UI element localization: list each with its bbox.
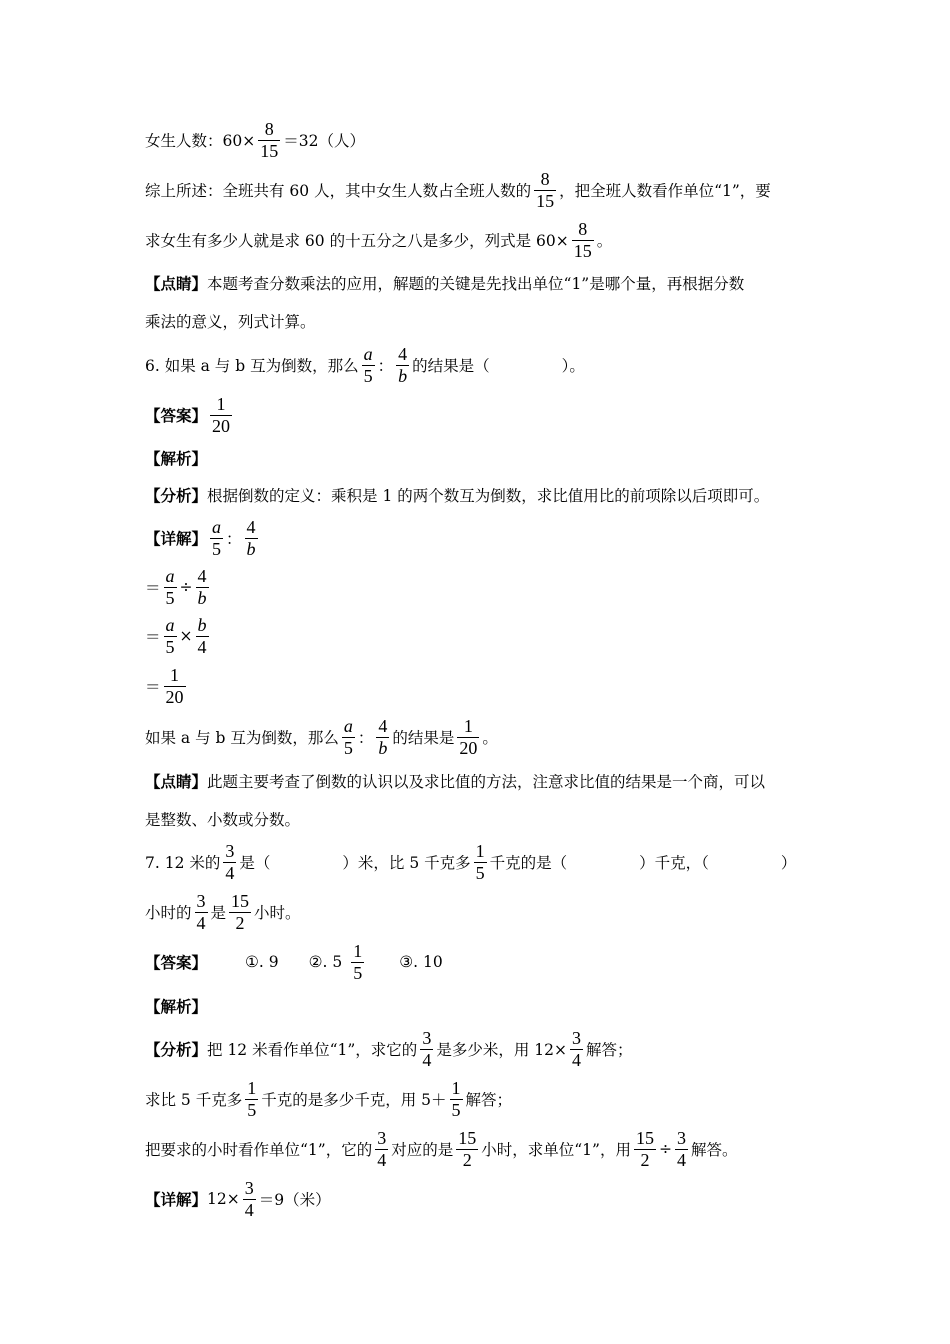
question-number: 6. 如果 a 与 b 互为倒数，那么 [145, 357, 359, 375]
fraction: $\frac{8}{15}$ [260, 118, 279, 161]
summary-line-2 [145, 216, 612, 264]
answer-3: ③. 10 [399, 953, 443, 971]
text: ） [780, 854, 797, 872]
answer-2: ②. 5 [308, 953, 343, 971]
fraction-4-b: $\frac{4}{b}$ [398, 343, 408, 386]
fraction: $\frac{3}{4}$ [225, 840, 235, 883]
q6-detail-line-1 [145, 514, 261, 562]
point-tag: 【点睛】 [145, 274, 208, 293]
q7-fenxi-line-3 [145, 1125, 737, 1173]
fraction: $\frac{1}{20}$ [165, 664, 184, 707]
fenxi-tag: 【分析】 [145, 486, 208, 505]
text: 综上所述：全班共有 60 人，其中女生人数占全班人数的 [145, 182, 532, 200]
text: 。 [596, 232, 613, 250]
summary-line-1 [145, 166, 771, 214]
text: 是多少米，用 12× [436, 1041, 567, 1059]
text: 乘法的意义，列式计算。 [145, 313, 316, 331]
fraction: $\frac{1}{5}$ [451, 1077, 461, 1120]
text: 此题主要考查了倒数的认识以及求比值的方法，注意求比值的结果是一个商，可以 [207, 773, 766, 791]
fraction: $\frac{4}{b}$ [246, 516, 256, 559]
text: 女生人数：60× [145, 132, 256, 150]
ratio-colon: ： [226, 530, 242, 548]
fraction: $\frac{3}{4}$ [571, 1027, 581, 1070]
fraction: $\frac{1}{5}$ [247, 1077, 257, 1120]
q6-detail-line-2 [145, 563, 212, 611]
girls-count-line [145, 116, 365, 164]
analysis-tag: 【解析】 [145, 449, 208, 468]
fraction: $\frac{3}{4}$ [377, 1127, 387, 1170]
fraction: $\frac{15}{2}$ [458, 1127, 477, 1170]
text: 千克的是多少千克，用 5＋ [261, 1091, 447, 1109]
text: 求女生有多少人就是求 60 的十五分之八是多少，列式是 60× [145, 232, 569, 250]
fraction: $\frac{3}{4}$ [676, 1127, 686, 1170]
q7-answer [145, 938, 443, 986]
text: 是 [210, 904, 227, 922]
fraction: $\frac{4}{b}$ [197, 565, 207, 608]
text: 小时的 [145, 904, 192, 922]
text: ，把全班人数看作单位“1”，要 [559, 182, 771, 200]
fraction: $\frac{a}{5}$ [212, 516, 222, 559]
q7-fenxi-line-2 [145, 1075, 512, 1123]
answer-tag: 【答案】 [145, 953, 208, 972]
point-tag: 【点睛】 [145, 772, 208, 791]
fraction-a-5: $\frac{a}{5}$ [363, 343, 373, 386]
fraction: $\frac{b}{4}$ [197, 614, 207, 657]
text: 根据倒数的定义：乘积是 1 的两个数互为倒数，求比值用比的前项除以后项即可。 [207, 487, 770, 505]
text: 千克的是（ [489, 854, 568, 872]
text: ）千克，（ [639, 854, 709, 872]
q6-detail-line-3 [145, 612, 212, 660]
answer-fraction: $\frac{1}{20}$ [212, 393, 231, 436]
ratio-colon: ： [357, 729, 374, 747]
detail-tag: 【详解】 [145, 529, 208, 548]
fraction: $\frac{3}{4}$ [196, 890, 206, 933]
equals: ＝ [145, 628, 161, 646]
q6-stem [145, 341, 585, 389]
text: 的结果是 [392, 729, 455, 747]
fraction: $\frac{4}{b}$ [378, 715, 388, 758]
detail-tag: 【详解】 [145, 1190, 208, 1209]
q7-fenxi-line-1 [145, 1025, 632, 1073]
fraction: $\frac{3}{4}$ [244, 1177, 254, 1220]
fraction: $\frac{8}{15}$ [573, 218, 592, 261]
fenxi-tag: 【分析】 [145, 1040, 208, 1059]
text: 是（ [239, 854, 271, 872]
text: 。 [482, 729, 498, 747]
analysis-tag: 【解析】 [145, 997, 208, 1016]
text: 对应的是 [391, 1141, 454, 1159]
text: 是整数、小数或分数。 [145, 811, 301, 829]
text: 的结果是（ [412, 357, 490, 375]
text: 把 12 米看作单位“1”，求它的 [207, 1041, 418, 1059]
text: ）。 [561, 357, 585, 375]
divide-sign: ÷ [658, 1140, 672, 1158]
text: 把要求的小时看作单位“1”，它的 [145, 1141, 373, 1159]
q7-stem-line-1 [145, 838, 796, 886]
text: 解答。 [690, 1141, 738, 1159]
text: 12× [207, 1190, 240, 1208]
q7-detail-line-1 [145, 1175, 331, 1223]
text: ＝9（米） [258, 1191, 331, 1209]
q7-stem-line-2 [145, 888, 301, 936]
fraction: $\frac{1}{5}$ [475, 840, 485, 883]
fraction: $\frac{a}{5}$ [165, 565, 175, 608]
equals: ＝ [145, 678, 161, 696]
q6-point-line-2 [145, 795, 300, 843]
fraction: $\frac{a}{5}$ [343, 715, 353, 758]
text: 小时，求单位“1”，用 [481, 1141, 631, 1159]
fraction: $\frac{15}{2}$ [635, 1127, 654, 1170]
fraction: $\frac{15}{2}$ [231, 890, 250, 933]
times-sign: × [179, 627, 193, 645]
q6-answer [145, 391, 235, 439]
ratio-colon: ： [377, 357, 394, 375]
fraction: $\frac{a}{5}$ [165, 614, 175, 657]
text: 如果 a 与 b 互为倒数，那么 [145, 729, 339, 747]
q6-conclusion [145, 713, 498, 761]
fraction: $\frac{3}{4}$ [422, 1027, 432, 1070]
text: 解答； [465, 1091, 513, 1109]
text: ＝32（人） [283, 132, 365, 150]
divide-sign: ÷ [179, 578, 193, 596]
q6-detail-line-4 [145, 662, 189, 710]
equals: ＝ [145, 579, 161, 597]
question-number: 7. 12 米的 [145, 854, 221, 872]
text: 小时。 [254, 904, 301, 922]
answer-1: ①. 9 [245, 953, 279, 971]
text: 求比 5 千克多 [145, 1091, 243, 1109]
text: ）米，比 5 千克多 [342, 854, 471, 872]
text: 解答； [585, 1041, 633, 1059]
text: 本题考查分数乘法的应用，解题的关键是先找出单位“1”是哪个量，再根据分数 [207, 275, 745, 293]
q7-analysis-tag [145, 982, 207, 1030]
answer-2-fraction: $\frac{1}{5}$ [353, 940, 363, 983]
fraction: $\frac{1}{20}$ [459, 715, 478, 758]
q6-fenxi [145, 471, 769, 519]
fraction: $\frac{8}{15}$ [536, 168, 555, 211]
q5-point-line-2 [145, 297, 316, 345]
answer-tag: 【答案】 [145, 406, 208, 425]
